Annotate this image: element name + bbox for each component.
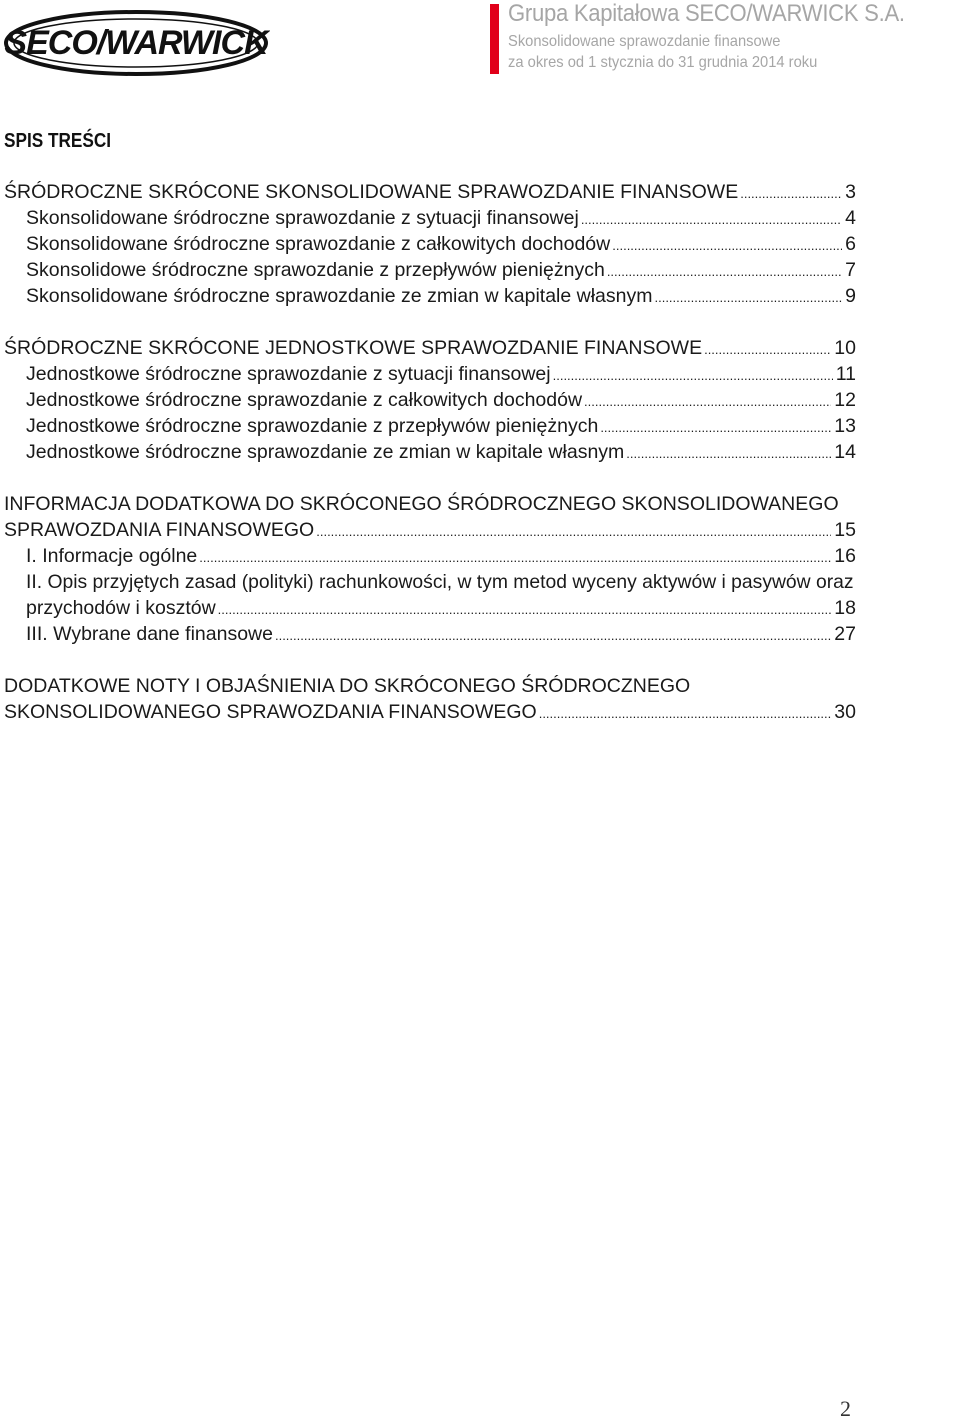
toc-entry-text: I. Informacje ogólne bbox=[26, 545, 198, 567]
toc-entry-page: 30 bbox=[834, 701, 856, 723]
toc-entry-page: 11 bbox=[835, 363, 856, 385]
toc-entry-text: INFORMACJA DODATKOWA DO SKRÓCONEGO ŚRÓDROCZNEGO SKONSOLIDOWANEGO bbox=[4, 493, 839, 515]
toc-leader-dots bbox=[316, 520, 831, 544]
header-accent-bar bbox=[490, 4, 499, 74]
toc-entry-text: SKONSOLIDOWANEGO SPRAWOZDANIA FINANSOWEGO bbox=[4, 701, 537, 723]
toc-entry-text: DODATKOWE NOTY I OBJAŚNIENIA DO SKRÓCONEGO ŚRÓDROCZNEGO bbox=[4, 675, 691, 697]
toc-entry-page: 4 bbox=[845, 207, 856, 229]
toc-leader-dots bbox=[218, 598, 832, 622]
toc-entry-page: 13 bbox=[834, 415, 856, 437]
toc-entry-text: SPRAWOZDANIA FINANSOWEGO bbox=[4, 519, 315, 541]
toc-entry-text: Skonsolidowe śródroczne sprawozdanie z przepływów pieniężnych bbox=[26, 259, 605, 281]
toc-entry-text: Jednostkowe śródroczne sprawozdanie ze zmian w kapitale własnym bbox=[26, 441, 625, 463]
toc-entry-page: 12 bbox=[834, 389, 856, 411]
toc-entry-page: 7 bbox=[845, 259, 856, 281]
toc-leader-dots bbox=[199, 546, 831, 570]
toc-entry-page: 14 bbox=[834, 441, 856, 463]
toc-entry[interactable] bbox=[4, 180, 856, 204]
toc-entry[interactable] bbox=[26, 232, 856, 256]
toc-entry[interactable] bbox=[4, 336, 856, 360]
toc-leader-dots bbox=[584, 390, 831, 414]
toc-leader-dots bbox=[607, 260, 842, 284]
toc-entry-text: Jednostkowe śródroczne sprawozdanie z sytuacji finansowej bbox=[26, 363, 551, 385]
toc-entry[interactable] bbox=[26, 258, 856, 282]
toc-leader-dots bbox=[740, 182, 842, 206]
toc-entry-text: ŚRÓDROCZNE SKRÓCONE JEDNOSTKOWE SPRAWOZDANIE FINANSOWE bbox=[4, 337, 703, 359]
seco-warwick-logo bbox=[2, 6, 270, 78]
toc-entry-text: Skonsolidowane śródroczne sprawozdanie z całkowitych dochodów bbox=[26, 233, 611, 255]
toc-entry[interactable] bbox=[26, 596, 856, 620]
header-title: Grupa Kapitałowa SECO/WARWICK S.A. bbox=[508, 0, 905, 27]
toc-entry-page: 6 bbox=[845, 233, 856, 255]
toc-entry[interactable] bbox=[26, 570, 856, 594]
toc-entry-page: 27 bbox=[834, 623, 856, 645]
toc-leader-dots bbox=[553, 364, 833, 388]
toc-entry-text: przychodów i kosztów bbox=[26, 597, 216, 619]
toc-leader-dots bbox=[275, 624, 831, 648]
toc-entry[interactable] bbox=[4, 674, 856, 698]
toc-entry-page: 3 bbox=[845, 181, 856, 203]
header-subtitle-line1: Skonsolidowane sprawozdanie finansowe bbox=[508, 33, 781, 50]
toc-entry[interactable] bbox=[26, 622, 856, 646]
toc-entry-page: 9 bbox=[845, 285, 856, 307]
toc-leader-dots bbox=[654, 286, 842, 310]
toc-entry[interactable] bbox=[26, 440, 856, 464]
toc-entry-page: 15 bbox=[834, 519, 856, 541]
toc-leader-dots bbox=[612, 234, 842, 258]
toc-entry-text: Skonsolidowane śródroczne sprawozdanie z sytuacji finansowej bbox=[26, 207, 579, 229]
toc-entry-page: 16 bbox=[834, 545, 856, 567]
header-subtitle-line2: za okres od 1 stycznia do 31 grudnia 2014 roku bbox=[508, 54, 818, 71]
toc-entry[interactable] bbox=[26, 284, 856, 308]
toc-entry-text: Skonsolidowane śródroczne sprawozdanie ze zmian w kapitale własnym bbox=[26, 285, 653, 307]
toc-entry[interactable] bbox=[26, 362, 856, 386]
toc-entry[interactable] bbox=[26, 544, 856, 568]
toc-leader-dots bbox=[704, 338, 831, 362]
toc-entry[interactable] bbox=[4, 700, 856, 724]
page-number: 2 bbox=[840, 1396, 851, 1421]
toc-leader-dots bbox=[626, 442, 831, 466]
toc-entry[interactable] bbox=[26, 206, 856, 230]
toc-entry-page: 18 bbox=[834, 597, 856, 619]
toc-entry-text: Jednostkowe śródroczne sprawozdanie z całkowitych dochodów bbox=[26, 389, 583, 411]
toc-leader-dots bbox=[600, 416, 831, 440]
svg-text:SECO/WARWICK: SECO/WARWICK bbox=[4, 24, 268, 62]
toc-entry[interactable] bbox=[26, 414, 856, 438]
toc-entry[interactable] bbox=[4, 518, 856, 542]
toc-entry[interactable] bbox=[4, 492, 856, 516]
toc-entry-page: 10 bbox=[834, 337, 856, 359]
toc-leader-dots bbox=[539, 702, 832, 726]
toc-entry[interactable] bbox=[26, 388, 856, 412]
toc-entry-text: II. Opis przyjętych zasad (polityki) rachunkowości, w tym metod wyceny aktywów i pasywów oraz bbox=[26, 571, 854, 593]
toc-entry-text: Jednostkowe śródroczne sprawozdanie z przepływów pieniężnych bbox=[26, 415, 599, 437]
toc-entry-text: ŚRÓDROCZNE SKRÓCONE SKONSOLIDOWANE SPRAWOZDANIE FINANSOWE bbox=[4, 181, 739, 203]
toc-entry-text: III. Wybrane dane finansowe bbox=[26, 623, 273, 645]
toc-title: SPIS TREŚCI bbox=[4, 130, 112, 152]
toc-leader-dots bbox=[581, 208, 842, 232]
